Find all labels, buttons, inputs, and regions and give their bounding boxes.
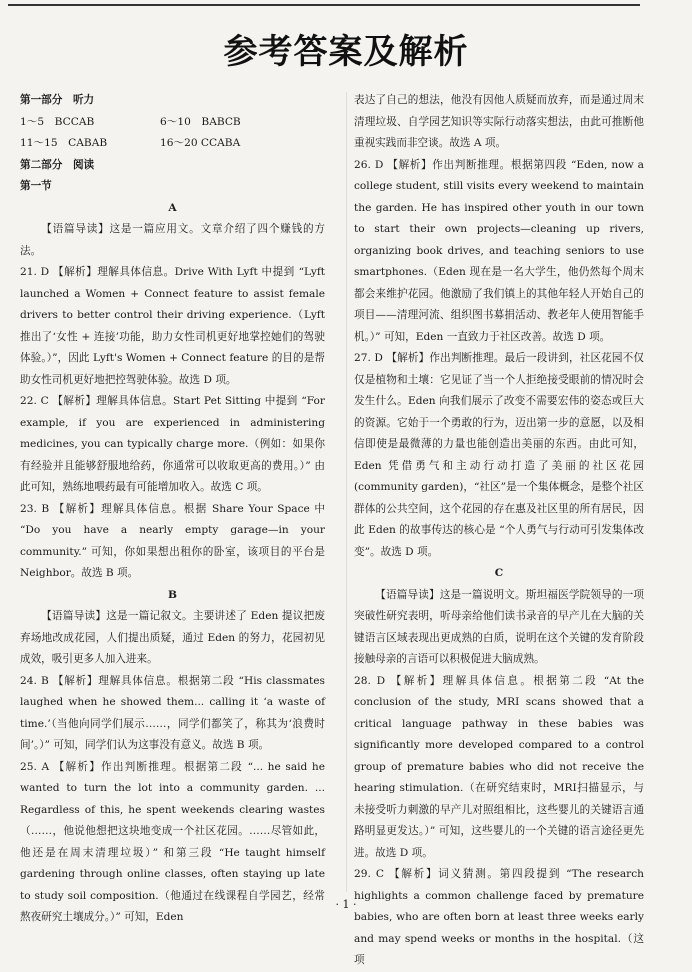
question-explanation-21: 21. D 【解析】理解具体信息。Drive With Lyft 中提到 “Lyft launched a Women + Connect feature to assist female drivers to better control their driving experience.（Lyft推出了‘女性 + 连接’功能，助力女性司机更好地掌控她们的驾驶体验。）”，因此 Lyft's Women + Connect feature 的目的是帮助女性司机更好地把控驾驶体验。故选 D 项。 — [20, 266, 325, 386]
answer-row — [20, 112, 325, 134]
question-explanation-25: 25. A 【解析】作出判断推理。根据第二段 “... he said he wanted to turn the lot into a community garden. ... Regardless of this, he spent weekends clearing wastes（……，他说他想把这块地变成一个社区花园。……尽管如此，他还是在周末清理垃圾）” 和第三段 “He taught himself gardening through online classes, often staying up late to study soil composition.（他通过在线课程自学园艺，经常熬夜研究土壤成分。）” 可知，Eden — [20, 760, 325, 923]
section-heading: 第一节 — [20, 180, 52, 192]
page-title: 参考答案及解析 — [223, 32, 469, 72]
passage-guide-a: 【语篇导读】这是一篇应用文。文章介绍了四个赚钱的方法。 — [20, 223, 325, 257]
page-number: · 1 · — [335, 898, 357, 911]
part-heading-listening: 第一部分 听力 — [20, 94, 95, 106]
right-column — [354, 90, 644, 972]
left-column — [20, 90, 325, 929]
answer-group: 6～10 BABCB — [160, 115, 241, 128]
answer-row — [20, 133, 325, 155]
question-explanation-24: 24. B 【解析】理解具体信息。根据第二段 “His classmates laughed when he showed them... calling it ‘a waste of time.’（当他向同学们展示……，同学们都笑了，称其为‘浪费时间’。）” 可知，同学们认为这事没有意义。故选 B 项。 — [20, 674, 325, 751]
passage-letter-b: B — [168, 588, 177, 601]
question-explanation-27: 27. D 【解析】作出判断推理。最后一段讲到，社区花园不仅仅是植物和土壤：它见证了当一个人拒绝接受眼前的情况时会发生什么。Eden 向我们展示了改变不需要宏伟的姿态或巨大的资源。它始于一个勇敢的行为，迈出第一步的意愿，以及相信即使是最微薄的力量也能创造出美丽的东西。由此可知，Eden 凭借勇气和主动行动打造了美丽的社区花园(community garden)，“社区”是一个集体概念，是整个社区群体的公共空间，这个花园的存在惠及社区里的所有居民，因此 Eden 的故事传达的核心是 “个人勇气与行动可引发集体改变”。故选 D 项。 — [354, 352, 644, 558]
question-explanation-29: 29. C 【解析】词义猜测。第四段提到 “The research highlights a common challenge faced by premature babies, who are often born at least three weeks early and may spend weeks or months in the hospital.（这项 — [354, 868, 644, 966]
question-explanation-25-continued: 表达了自己的想法，他没有因他人质疑而放弃，而是通过周末清理垃圾、自学园艺知识等实际行动落实想法，由此可推断他重视实践而非空谈。故选 A 项。 — [354, 94, 644, 149]
top-rule — [8, 4, 640, 6]
part-heading-reading: 第二部分 阅读 — [20, 158, 95, 171]
question-explanation-22: 22. C 【解析】理解具体信息。Start Pet Sitting 中提到 “For example, if you are experienced in administering medicines, you can typically charge more.（例如：如果你有经验并且能够舒服地给药，你通常可以收取更高的费用。）” 由此可知，熟练地喂药最有可能增加收入。故选 C 项。 — [20, 395, 325, 493]
answer-group: 1～5 BCCAB — [20, 115, 95, 128]
question-explanation-23: 23. B 【解析】理解具体信息。根据 Share Your Space 中 “Do you have a nearly empty garage—in your community.” 可知，你如果想出租你的卧室，该项目的平台是 Neighbor。故选 B 项。 — [20, 502, 325, 579]
question-explanation-28: 28. D 【解析】理解具体信息。根据第二段 “At the conclusion of the study, MRI scans showed that a critical language pathway in these babies was significantly more developed compared to a control group of premature babies who did not receive the hearing stimulation.（在研究结束时，MRI扫描显示，与未接受听力刺激的早产儿对照组相比，这些婴儿的关键语言通路明显更发达。）” 可知，这些婴儿的一个关键的语言途径更先进。故选 D 项。 — [354, 674, 644, 859]
passage-guide-c: 【语篇导读】这是一篇说明文。斯坦福医学院领导的一项突破性研究表明，听母亲给他们读书录音的早产儿在大脑的关键语言区域表现出更成熟的白质，说明在这个关键的发育阶段接触母亲的言语可以积极促进大脑成熟。 — [354, 588, 644, 665]
question-explanation-26: 26. D 【解析】作出判断推理。根据第四段 “Eden, now a college student, still visits every weekend to maintain the garden. He has inspired other youth in our town to start their own projects—cleaning up rivers, organizing book drives, and teaching seniors to use smartphones.（Eden 现在是一名大学生，他仍然每个周末都会来维护花园。他激励了我们镇上的其他年轻人开始自己的项目——清理河流、组织图书募捐活动、教老年人使用智能手机。）” 可知，Eden 一直致力于社区改善。故选 D 项。 — [354, 158, 644, 343]
passage-letter-a: A — [168, 201, 177, 214]
answer-group: 11～15 CABAB — [20, 137, 108, 149]
column-divider — [346, 92, 347, 892]
passage-guide-b: 【语篇导读】这是一篇记叙文。主要讲述了 Eden 提议把废弃场地改成花园，人们提出质疑，通过 Eden 的努力，花园初见成效，吸引更多人加入进来。 — [20, 610, 325, 665]
answer-group: 16～20 CCABA — [160, 137, 241, 149]
passage-letter-c: C — [494, 567, 504, 579]
